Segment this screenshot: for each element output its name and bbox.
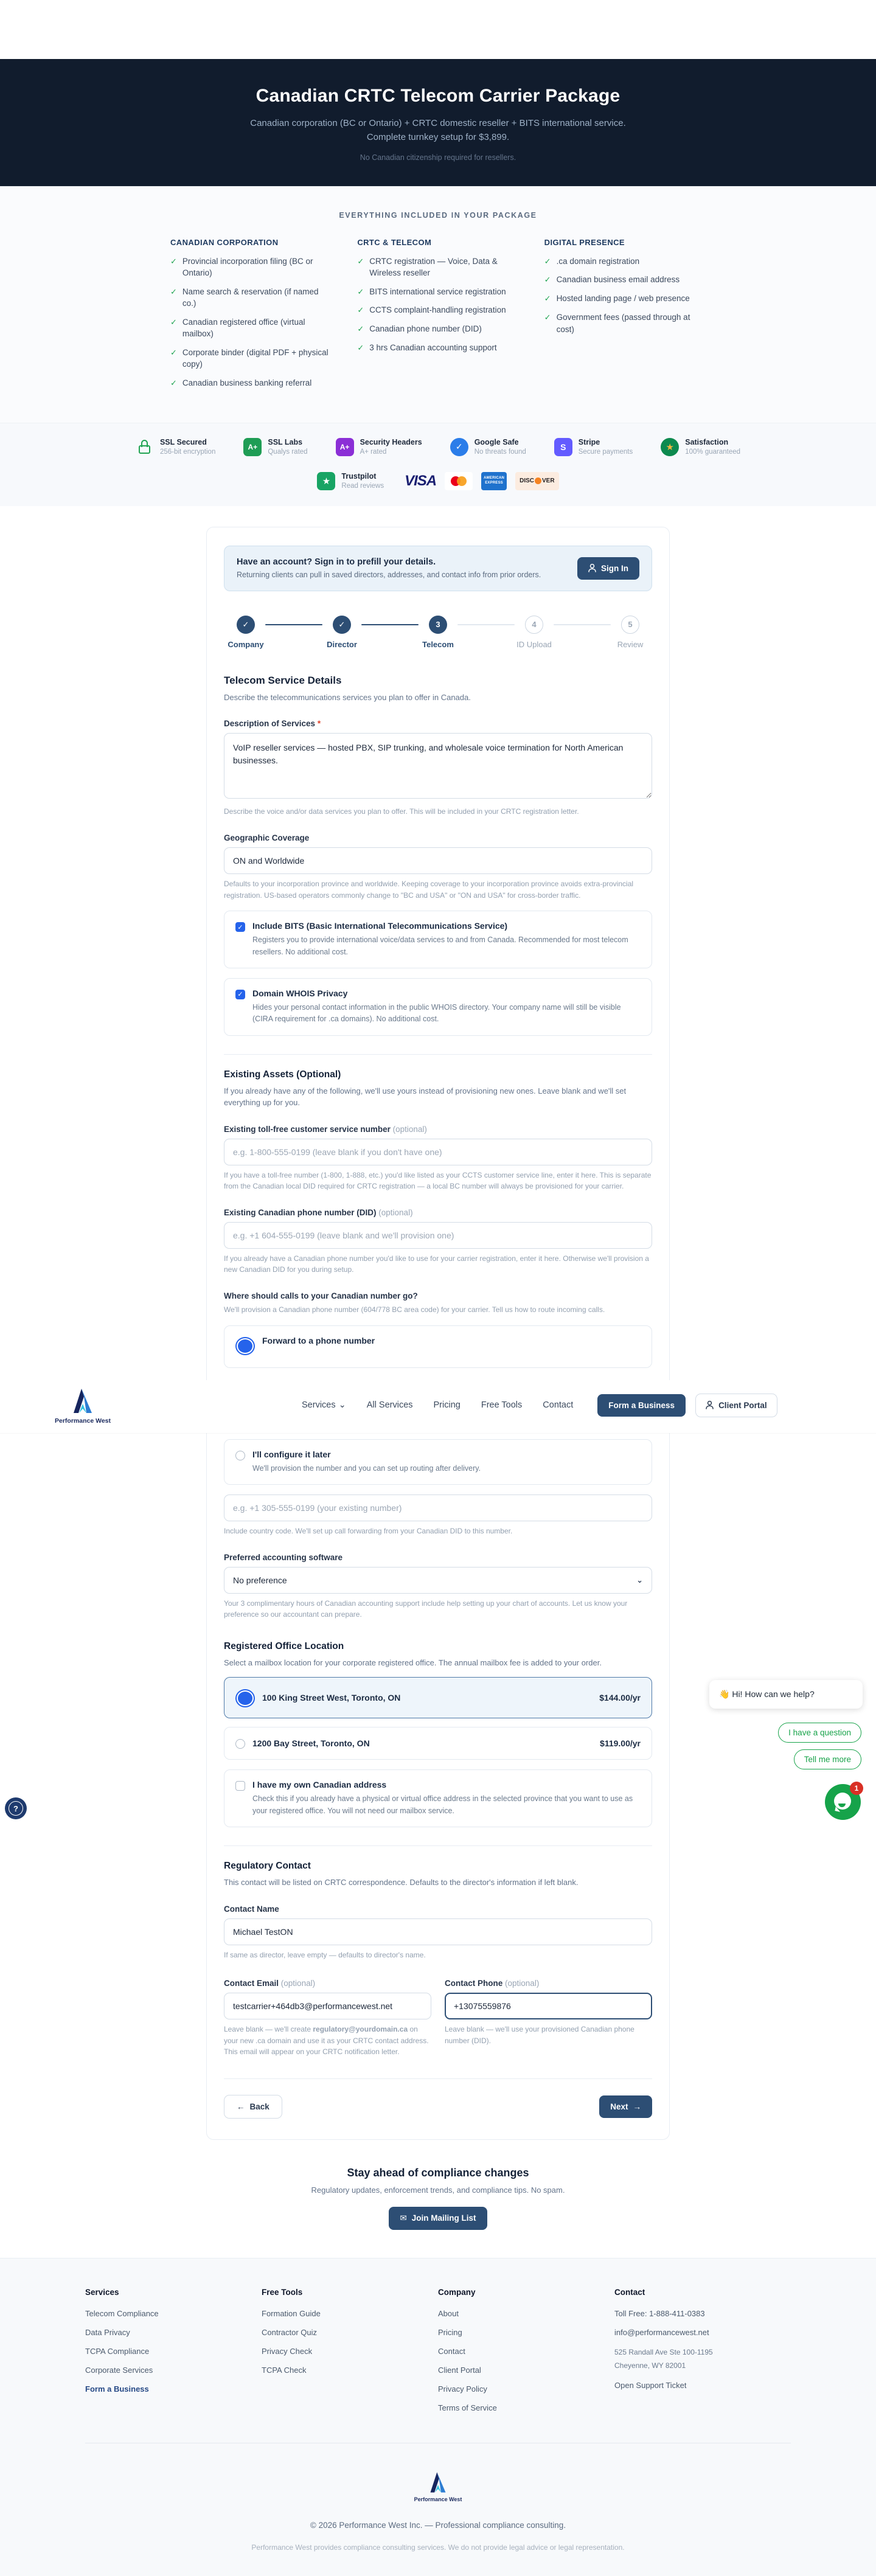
contact-phone-label: Contact Phone (optional) (445, 1979, 540, 1988)
whois-desc: Hides your personal contact information in the public WHOIS directory. Your company name will still be visible (CIRA requirement for .ca domains). No additional cost. (252, 1002, 621, 1024)
list-item-text: .ca domain registration (556, 256, 640, 266)
footer-col-services (85, 2288, 262, 2422)
badge-sub: Secure payments (578, 448, 633, 456)
footer-link[interactable]: TCPA Check (262, 2365, 307, 2375)
next-button[interactable] (599, 2095, 652, 2118)
back-label: Back (249, 2102, 269, 2111)
signin-subtitle: Returning clients can pull in saved directors, addresses, and contact info from prior orders. (237, 571, 541, 580)
check-icon: ✓ (170, 347, 177, 357)
badge-sub: 100% guaranteed (685, 448, 741, 456)
coverage-input[interactable] (224, 847, 652, 874)
list-item-text: CRTC registration — Voice, Data & Wireless reseller (369, 256, 498, 278)
back-arrow-icon: ← (237, 2102, 245, 2111)
chat-launcher-button[interactable] (825, 1784, 861, 1820)
list-item-text: Government fees (passed through at cost) (556, 313, 690, 334)
join-mailing-list-label: Join Mailing List (411, 2213, 476, 2223)
mastercard-logo (445, 472, 473, 490)
signin-banner (224, 546, 652, 591)
step-number: 4 (525, 616, 543, 634)
chevron-down-icon: ⌄ (338, 1400, 346, 1411)
step-connector (457, 624, 515, 626)
column-title: DIGITAL PRESENCE (544, 237, 625, 247)
did-input[interactable] (224, 1222, 652, 1249)
regulatory-title: Regulatory Contact (224, 1861, 311, 1871)
badge-title: Satisfaction (685, 438, 729, 447)
list-item-text: Corporate binder (digital PDF + physical copy) (182, 347, 328, 369)
footer-link[interactable]: Privacy Policy (438, 2384, 487, 2394)
contact-name-input[interactable] (224, 1918, 652, 1945)
a-plus-icon: A+ (336, 438, 354, 456)
footer-col-company (438, 2288, 614, 2422)
divider (224, 2078, 652, 2079)
footer-link[interactable]: Formation Guide (262, 2308, 321, 2318)
list-item-text: Canadian phone number (DID) (369, 324, 482, 334)
office-title: Registered Office Location (224, 1640, 344, 1651)
column-title: CANADIAN CORPORATION (170, 237, 279, 247)
step-number: 3 (429, 616, 447, 634)
step-label: Company (228, 639, 264, 649)
footer-address-line1: 525 Randall Ave Ste 100-1195 (614, 2347, 713, 2356)
check-icon: ✓ (357, 343, 364, 353)
included-list (544, 255, 706, 336)
list-item (357, 255, 518, 279)
list-item-text: Hosted landing page / web presence (556, 294, 690, 304)
list-item (357, 304, 518, 316)
bits-checkbox-checked[interactable]: ✓ (235, 922, 245, 932)
list-item (170, 286, 332, 310)
existing-assets-title: Existing Assets (Optional) (224, 1069, 341, 1080)
trust-badges-section (0, 423, 876, 506)
included-section (0, 186, 876, 423)
badge-stripe (554, 438, 633, 456)
own-address-title: I have my own Canadian address (252, 1780, 387, 1790)
nav-item-contact[interactable]: Contact (543, 1400, 574, 1411)
mailing-list-subtitle: Regulatory updates, enforcement trends, and compliance tips. No spam. (311, 2185, 565, 2195)
description-help: Describe the voice and/or data services you plan to offer. This will be included in your CRTC registration letter. (224, 807, 579, 816)
list-item-text: CCTS complaint-handling registration (369, 305, 506, 315)
next-arrow-icon: → (633, 2102, 641, 2111)
step-review (611, 616, 650, 649)
performance-west-logo-icon (71, 1386, 95, 1415)
included-heading: EVERYTHING INCLUDED IN YOUR PACKAGE (339, 210, 537, 220)
order-form-card (54, 527, 767, 2140)
page-title: Canadian CRTC Telecom Carrier Package (255, 86, 620, 106)
list-item (544, 293, 706, 305)
chat-greeting-bubble (709, 1680, 863, 1709)
contact-phone-input[interactable] (445, 1993, 652, 2019)
list-item (544, 274, 706, 286)
included-column-digital (544, 238, 706, 396)
list-item (170, 255, 332, 279)
badge-sub: A+ rated (360, 448, 387, 456)
own-address-card[interactable] (224, 1769, 652, 1827)
footer-link[interactable]: TCPA Compliance (85, 2346, 150, 2356)
check-icon: ✓ (357, 324, 364, 334)
office-option-price: $119.00/yr (600, 1738, 641, 1749)
step-check-icon: ✓ (237, 616, 255, 634)
footer-links (438, 2309, 614, 2412)
footer-link[interactable]: Telecom Compliance (85, 2308, 159, 2318)
step-company[interactable] (226, 616, 265, 649)
list-item (357, 342, 518, 354)
badge-title: Trustpilot (341, 472, 377, 481)
check-icon: ✓ (170, 378, 177, 387)
brand-name: Performance West (54, 1417, 111, 1425)
accessibility-help-button[interactable] (5, 1797, 27, 1819)
badge-title: Security Headers (360, 438, 422, 447)
step-id-upload (515, 616, 554, 649)
office-radio-unselected[interactable] (235, 1739, 245, 1749)
step-number: 5 (621, 616, 639, 634)
list-item-text: Canadian business banking referral (182, 378, 312, 387)
footer (0, 2258, 876, 2576)
footer-col-title: Contact (614, 2287, 645, 2297)
client-portal-button[interactable] (695, 1394, 777, 1417)
check-icon: ✓ (357, 305, 364, 315)
forward-number-input[interactable] (224, 1495, 652, 1521)
footer-col-free-tools (262, 2288, 438, 2422)
check-icon: ✓ (170, 317, 177, 327)
discover-dot-icon (535, 477, 541, 484)
check-icon: ✓ (357, 256, 364, 266)
list-item-text: Provincial incorporation filing (BC or Ontario) (182, 256, 313, 278)
footer-link[interactable]: Privacy Check (262, 2346, 313, 2356)
chat-quick-reply-question[interactable]: I have a question (778, 1723, 861, 1743)
accounting-help: Your 3 complimentary hours of Canadian accounting support include help setting up your chart of accounts. Let us know your preference so our accountant can prepare. (224, 1599, 628, 1619)
next-label: Next (610, 2102, 628, 2111)
whois-checkbox-checked[interactable]: ✓ (235, 990, 245, 999)
own-address-checkbox-unchecked[interactable] (235, 1781, 245, 1791)
later-radio-unselected[interactable] (235, 1451, 245, 1460)
included-column-corporation (170, 238, 332, 396)
discover-logo: DISC VER (515, 472, 558, 490)
badge-ssl-secured (136, 438, 215, 456)
office-option-bay-street[interactable] (224, 1727, 652, 1760)
visa-logo: VISA (405, 472, 437, 489)
list-item (170, 377, 332, 389)
top-whitespace (0, 0, 876, 59)
forward-number-help: Include country code. We'll set up call forwarding from your Canadian DID to this number. (224, 1526, 513, 1535)
step-telecom-active[interactable] (419, 616, 457, 649)
tollfree-help: If you have a toll-free number (1-800, 1-888, etc.) you'd like listed as your CCTS customer service line, enter it here. This is separate from the Canadian local DID required for CRTC registration — a local BC number will always be provisioned for your carrier. (224, 1170, 652, 1191)
footer-link[interactable]: Data Privacy (85, 2327, 130, 2337)
step-director[interactable] (322, 616, 361, 649)
wave-icon: 👋 (719, 1689, 730, 1699)
person-icon (588, 564, 596, 572)
badge-sub: Read reviews (341, 482, 384, 490)
back-button[interactable] (224, 2095, 282, 2119)
performance-west-logo-icon (428, 2470, 448, 2494)
bits-desc: Registers you to provide international voice/data services to and from Canada. Recommended for most telecom resellers. No additional cost. (252, 936, 628, 956)
badge-title: SSL Secured (159, 438, 207, 447)
badge-sub: No threats found (474, 448, 526, 456)
step-connector (554, 624, 611, 626)
shield-check-icon: ✓ (450, 438, 468, 456)
contact-name-label: Contact Name (224, 1904, 279, 1914)
footer-link-form-a-business[interactable]: Form a Business (85, 2384, 149, 2394)
contact-name-help: If same as director, leave empty — defaults to director's name. (224, 1950, 426, 1959)
footer-support-ticket[interactable]: Open Support Ticket (614, 2380, 687, 2390)
footer-link[interactable]: Contractor Quiz (262, 2327, 318, 2337)
form-actions (224, 2095, 652, 2119)
payment-logos (405, 472, 558, 490)
later-desc: We'll provision the number and you can set up routing after delivery. (252, 1463, 481, 1473)
list-item-text: 3 hrs Canadian accounting support (369, 343, 497, 353)
chevron-down-icon: ⌄ (636, 1575, 643, 1585)
step-label: Telecom (422, 639, 454, 649)
footer-links (262, 2309, 438, 2375)
nav-item-free-tools[interactable]: Free Tools (481, 1400, 523, 1411)
list-item (544, 311, 706, 335)
check-icon: ✓ (544, 256, 551, 266)
check-icon: ✓ (544, 275, 551, 285)
list-item-text: Name search & reservation (if named co.) (182, 286, 319, 308)
nav-item-services[interactable]: Services ⌄ (302, 1400, 346, 1411)
section-subtitle: Describe the telecommunications services you plan to offer in Canada. (224, 692, 471, 702)
envelope-icon: ✉ (400, 2213, 407, 2223)
accounting-select[interactable] (224, 1567, 652, 1594)
check-icon: ✓ (544, 294, 551, 304)
mailing-list-section (0, 2140, 876, 2258)
list-item (357, 286, 518, 298)
a-plus-icon: A+ (243, 438, 262, 456)
whois-title: Domain WHOIS Privacy (252, 988, 348, 998)
office-radio-selected[interactable] (235, 1689, 255, 1707)
question-mark-icon: ? (9, 1801, 23, 1816)
sign-in-button[interactable] (577, 557, 639, 580)
badge-trustpilot[interactable] (317, 472, 384, 490)
step-label: ID Upload (516, 639, 552, 649)
mailing-list-title: Stay ahead of compliance changes (347, 2166, 529, 2179)
check-icon: ✓ (170, 286, 177, 296)
footer-col-title: Company (438, 2287, 476, 2297)
footer-toll-free[interactable]: Toll Free: 1-888-411-0383 (614, 2308, 705, 2318)
nav-item-all-services[interactable]: All Services (366, 1400, 413, 1411)
footer-brand (0, 2470, 876, 2502)
required-asterisk: * (317, 719, 321, 729)
list-item-text: Canadian registered office (virtual mailbox) (182, 317, 305, 339)
footer-link[interactable]: Corporate Services (85, 2365, 153, 2375)
office-option-king-street[interactable] (224, 1677, 652, 1718)
routing-intro: We'll provision a Canadian phone number (604/778 BC area code) for your carrier. Tell us how to route incoming calls. (224, 1305, 605, 1314)
footer-col-title: Services (85, 2287, 119, 2297)
join-mailing-list-button[interactable] (389, 2207, 487, 2230)
did-label: Existing Canadian phone number (DID) (optional) (224, 1207, 413, 1217)
step-connector (265, 624, 322, 626)
footer-col-title: Free Tools (262, 2287, 303, 2297)
existing-assets-intro: If you already have any of the following, we'll use yours instead of provisioning new ones. Leave blank and we'll set everything up for you. (224, 1086, 627, 1108)
badge-security-headers (336, 438, 422, 456)
badge-google-safe (450, 438, 526, 456)
check-icon: ✓ (357, 286, 364, 296)
later-title: I'll configure it later (252, 1449, 331, 1459)
footer-disclaimer: Performance West provides compliance consulting services. We do not provide legal advice or legal representation. (251, 2543, 625, 2552)
footer-col-contact (614, 2288, 791, 2422)
list-item-text: Canadian business email address (556, 275, 680, 285)
footer-brand-name: Performance West (414, 2496, 462, 2502)
badge-sub: 256-bit encryption (159, 448, 216, 456)
hero-subtitle: Canadian corporation (BC or Ontario) + CRTC domestic reseller + BITS international service. Complete turnkey setup for $3,899. (250, 118, 626, 143)
brand-logo[interactable] (46, 1386, 119, 1425)
step-label: Review (617, 639, 644, 649)
step-check-icon: ✓ (333, 616, 351, 634)
bits-title: Include BITS (Basic International Telecommunications Service) (252, 921, 508, 931)
check-icon: ✓ (170, 256, 177, 266)
chat-unread-badge: 1 (850, 1782, 863, 1795)
routing-label: Where should calls to your Canadian number go? (224, 1291, 418, 1300)
trust-badges-row (0, 438, 876, 456)
step-label: Director (327, 639, 357, 649)
routing-option-forward[interactable] (224, 1325, 652, 1368)
contact-email-help: Leave blank — we'll create regulatory@yourdomain.ca on your new .ca domain and use it as your CRTC contact address. This email will appear on your CRTC notification letter. (224, 2025, 429, 2057)
did-help: If you already have a Canadian phone number you'd like to use for your carrier registration, enter it here. Otherwise we'll provision a new Canadian DID for you during setup. (224, 1254, 649, 1274)
person-icon (706, 1401, 714, 1409)
nav-links (302, 1400, 573, 1410)
list-item (357, 323, 518, 335)
footer-link[interactable]: Contact (438, 2346, 465, 2356)
list-item (544, 255, 706, 268)
badge-title: Google Safe (474, 438, 519, 447)
list-item-text: BITS international service registration (369, 286, 506, 296)
hero-banner (0, 59, 876, 186)
hero-note: No Canadian citizenship required for resellers. (360, 153, 516, 162)
footer-email[interactable]: info@performancewest.net (614, 2327, 709, 2337)
badge-title: SSL Labs (268, 438, 303, 447)
divider (224, 1845, 652, 1846)
footer-copyright: © 2026 Performance West Inc. — Professional compliance consulting. (310, 2520, 566, 2530)
coverage-help: Defaults to your incorporation province and worldwide. Keeping coverage to your incorporation province avoids extra-provincial registration. US-based operators commonly change to "BC and USA" or "ON and USA" for cross-border traffic. (224, 879, 634, 900)
signin-title: Have an account? Sign in to prefill your details. (237, 557, 436, 568)
progress-steps (226, 616, 650, 649)
list-item (170, 347, 332, 370)
section-title-telecom: Telecom Service Details (224, 674, 342, 686)
badge-satisfaction (661, 438, 740, 456)
star-icon: ★ (661, 438, 679, 456)
check-icon: ✓ (544, 313, 551, 322)
chat-quick-reply-more[interactable]: Tell me more (794, 1749, 861, 1769)
sign-in-label: Sign In (601, 563, 628, 573)
whois-option-card[interactable] (224, 978, 652, 1036)
contact-email-label: Contact Email (optional) (224, 1979, 316, 1988)
trustpilot-star-icon: ★ (317, 472, 335, 490)
forward-radio-selected[interactable] (235, 1337, 255, 1355)
bits-option-card[interactable] (224, 911, 652, 968)
footer-link[interactable]: Client Portal (438, 2365, 481, 2375)
amex-logo: AMERICAN EXPRESS (481, 472, 507, 490)
footer-link[interactable]: About (438, 2308, 459, 2318)
contact-email-field (224, 1963, 431, 2058)
list-item (170, 316, 332, 340)
office-option-price: $144.00/yr (599, 1693, 641, 1703)
own-address-desc: Check this if you already have a physical or virtual office address in the selected province that you want to use as your registered office. You will not need our mailbox service. (252, 1794, 633, 1815)
routing-option-later[interactable] (224, 1439, 652, 1485)
tollfree-label: Existing toll-free customer service number (optional) (224, 1124, 427, 1134)
divider (224, 1054, 652, 1055)
client-portal-label: Client Portal (718, 1400, 767, 1410)
regulatory-intro: This contact will be listed on CRTC correspondence. Defaults to the director's information if left blank. (224, 1878, 579, 1887)
tollfree-input[interactable] (224, 1139, 652, 1165)
footer-links (85, 2309, 262, 2375)
site-navbar (0, 1380, 876, 1433)
form-a-business-button[interactable]: Form a Business (597, 1394, 686, 1417)
chat-greeting-text: Hi! How can we help? (732, 1689, 815, 1699)
column-title: CRTC & TELECOM (357, 237, 432, 247)
included-columns (170, 238, 706, 396)
accounting-selected-value: No preference (233, 1575, 287, 1585)
contact-email-input[interactable] (224, 1993, 431, 2019)
badge-title: Stripe (578, 438, 600, 447)
included-column-crtc (357, 238, 518, 396)
contact-phone-field (445, 1963, 652, 2058)
description-label: Description of Services * (224, 719, 321, 729)
coverage-label: Geographic Coverage (224, 833, 310, 842)
forward-title: Forward to a phone number (262, 1335, 375, 1345)
stripe-icon: S (554, 438, 572, 456)
included-list (357, 255, 518, 355)
included-list (170, 255, 332, 389)
description-textarea[interactable] (224, 733, 652, 799)
badge-ssl-labs (243, 438, 307, 456)
office-option-label: 1200 Bay Street, Toronto, ON (252, 1738, 370, 1749)
lock-icon (136, 438, 154, 456)
footer-address-line2: Cheyenne, WY 82001 (614, 2361, 686, 2370)
step-connector (361, 624, 419, 626)
footer-link[interactable]: Terms of Service (438, 2403, 497, 2412)
badge-sub: Qualys rated (268, 448, 308, 456)
contact-phone-help: Leave blank — we'll use your provisioned Canadian phone number (DID). (445, 2025, 634, 2045)
office-intro: Select a mailbox location for your corporate registered office. The annual mailbox fee is added to your order. (224, 1658, 602, 1667)
nav-item-pricing[interactable]: Pricing (433, 1400, 461, 1411)
footer-link[interactable]: Pricing (438, 2327, 462, 2337)
payment-logos-row (0, 472, 876, 490)
accounting-label: Preferred accounting software (224, 1552, 343, 1562)
office-option-label: 100 King Street West, Toronto, ON (262, 1693, 401, 1703)
